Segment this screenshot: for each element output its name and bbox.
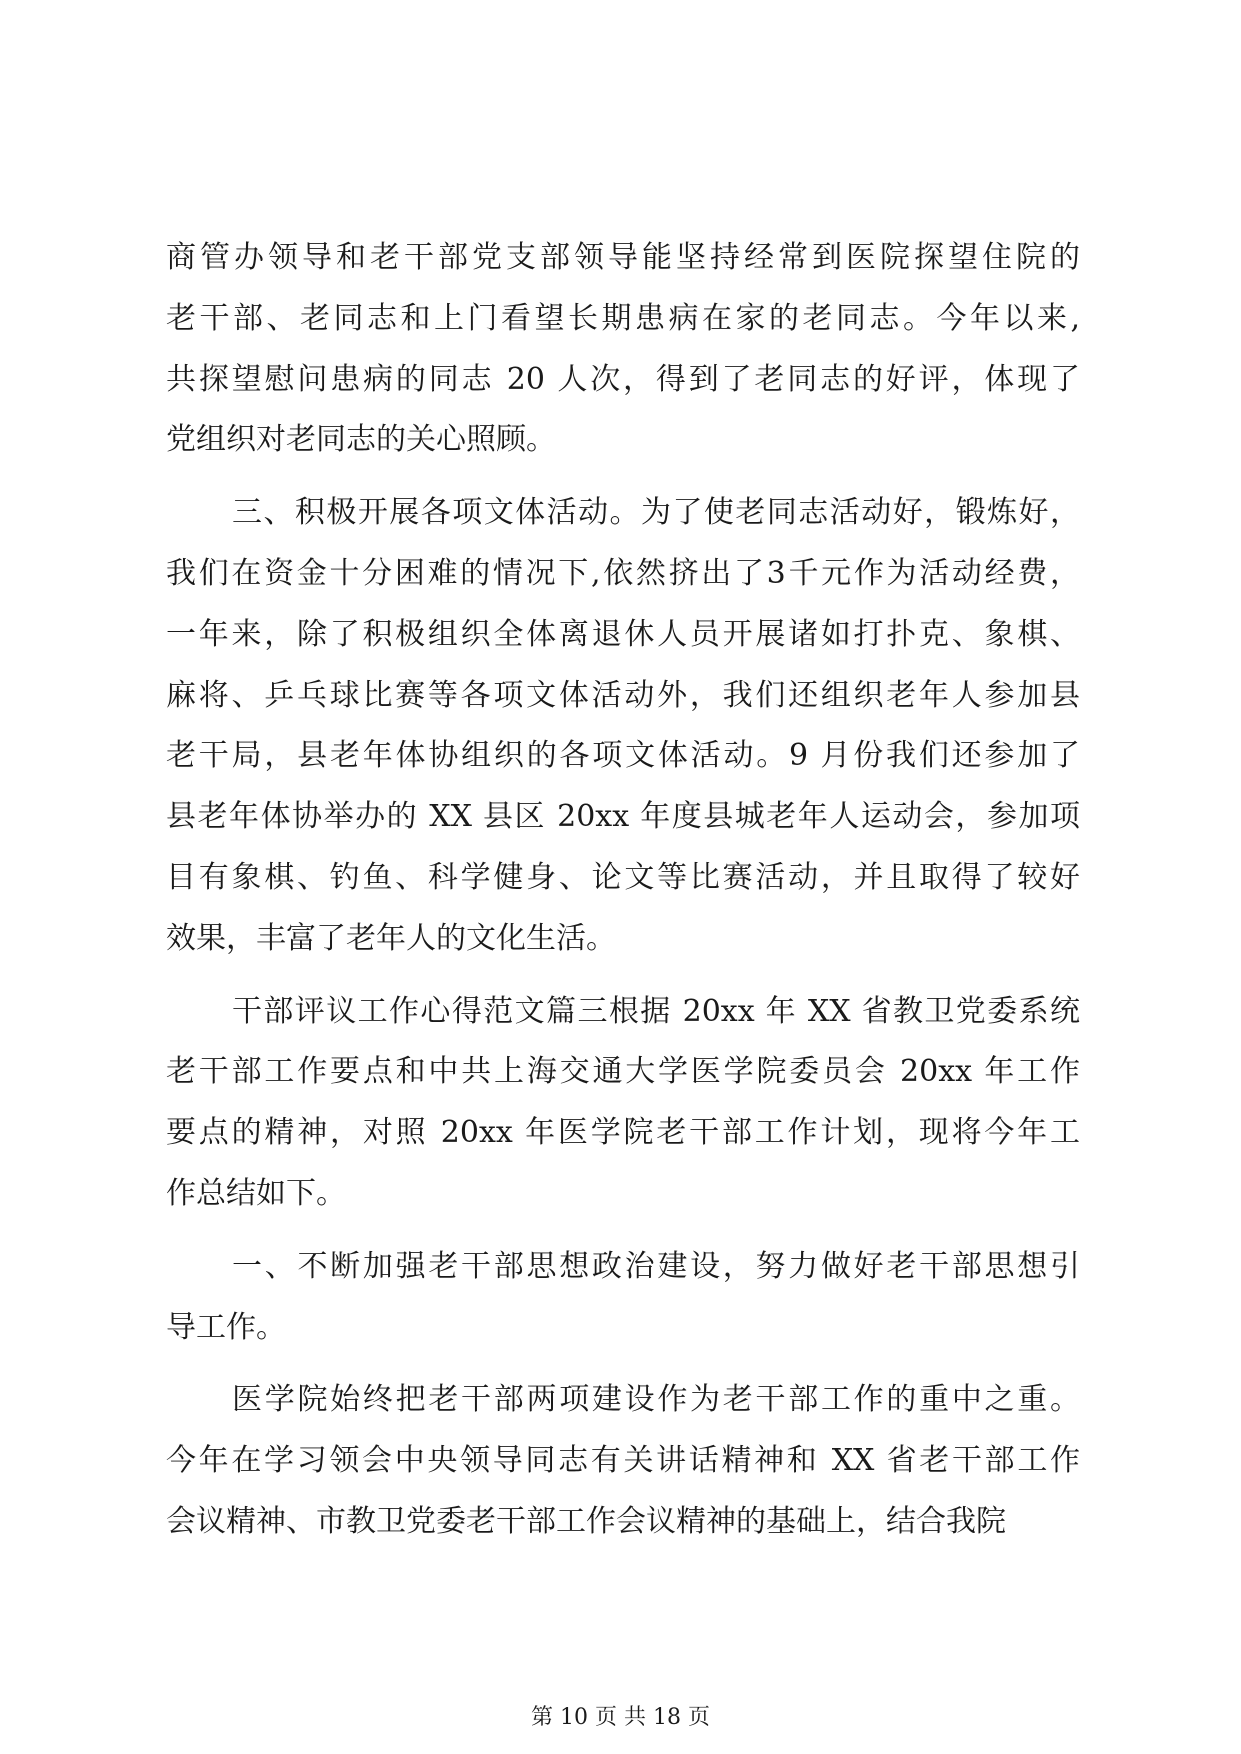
paragraph	[166, 483, 1080, 969]
paragraph	[166, 1370, 1080, 1552]
paragraph-line: 会议精神、市教卫党委老干部工作会议精神的基础上，结合我院	[166, 1503, 1006, 1539]
paragraph-line: 导工作。	[166, 1309, 286, 1345]
paragraph-line: 干部评议工作心得范文篇三根据 20xx 年 XX 省教卫党委系统	[232, 993, 1080, 1029]
paragraph-line: 一年来，除了积极组织全体离退休人员开展诸如打扑克、象棋、	[166, 616, 1080, 652]
document-body	[166, 228, 1080, 1553]
paragraph-line: 一、不断加强老干部思想政治建设，努力做好老干部思想引	[232, 1248, 1080, 1284]
paragraph-line: 效果，丰富了老年人的文化生活。	[166, 920, 616, 956]
paragraph-line: 商管办领导和老干部党支部领导能坚持经常到医院探望住院的	[166, 240, 1080, 275]
paragraph-line: 党组织对老同志的关心照顾。	[166, 422, 556, 458]
paragraph-gap	[166, 970, 1080, 982]
paragraph-line: 医学院始终把老干部两项建设作为老干部工作的重中之重。	[232, 1382, 1080, 1418]
paragraph-line: 作总结如下。	[166, 1175, 346, 1211]
page-footer: 第 10 页 共 18 页	[531, 1705, 710, 1730]
paragraph-line: 县老年体协举办的 XX 县区 20xx 年度县城老年人运动会，参加项	[166, 799, 1080, 835]
paragraph-line: 老干部、老同志和上门看望长期患病在家的老同志。今年以来,	[166, 300, 1080, 336]
paragraph-line: 老干部工作要点和中共上海交通大学医学院委员会 20xx 年工作	[166, 1054, 1080, 1090]
paragraph	[166, 1237, 1080, 1359]
paragraph-line: 老干局，县老年体协组织的各项文体活动。9 月份我们还参加了	[166, 738, 1080, 774]
paragraph-gap	[166, 471, 1080, 483]
paragraph-line: 三、积极开展各项文体活动。为了使老同志活动好，锻炼好，	[232, 495, 1080, 531]
paragraph-line: 今年在学习领会中央领导同志有关讲话精神和 XX 省老干部工作	[166, 1443, 1080, 1479]
paragraph-line: 目有象棋、钓鱼、科学健身、论文等比赛活动，并且取得了较好	[166, 859, 1080, 895]
paragraph-line: 麻将、乒乓球比赛等各项文体活动外，我们还组织老年人参加县	[166, 677, 1080, 713]
paragraph-line: 要点的精神，对照 20xx 年医学院老干部工作计划，现将今年工	[166, 1115, 1080, 1151]
paragraph	[166, 228, 1080, 471]
paragraph-line: 我们在资金十分困难的情况下,依然挤出了3千元作为活动经费，	[166, 555, 1080, 591]
paragraph-line: 共探望慰问患病的同志 20 人次，得到了老同志的好评，体现了	[166, 361, 1080, 397]
paragraph-gap	[166, 1225, 1080, 1237]
paragraph	[166, 982, 1080, 1225]
paragraph-gap	[166, 1358, 1080, 1370]
